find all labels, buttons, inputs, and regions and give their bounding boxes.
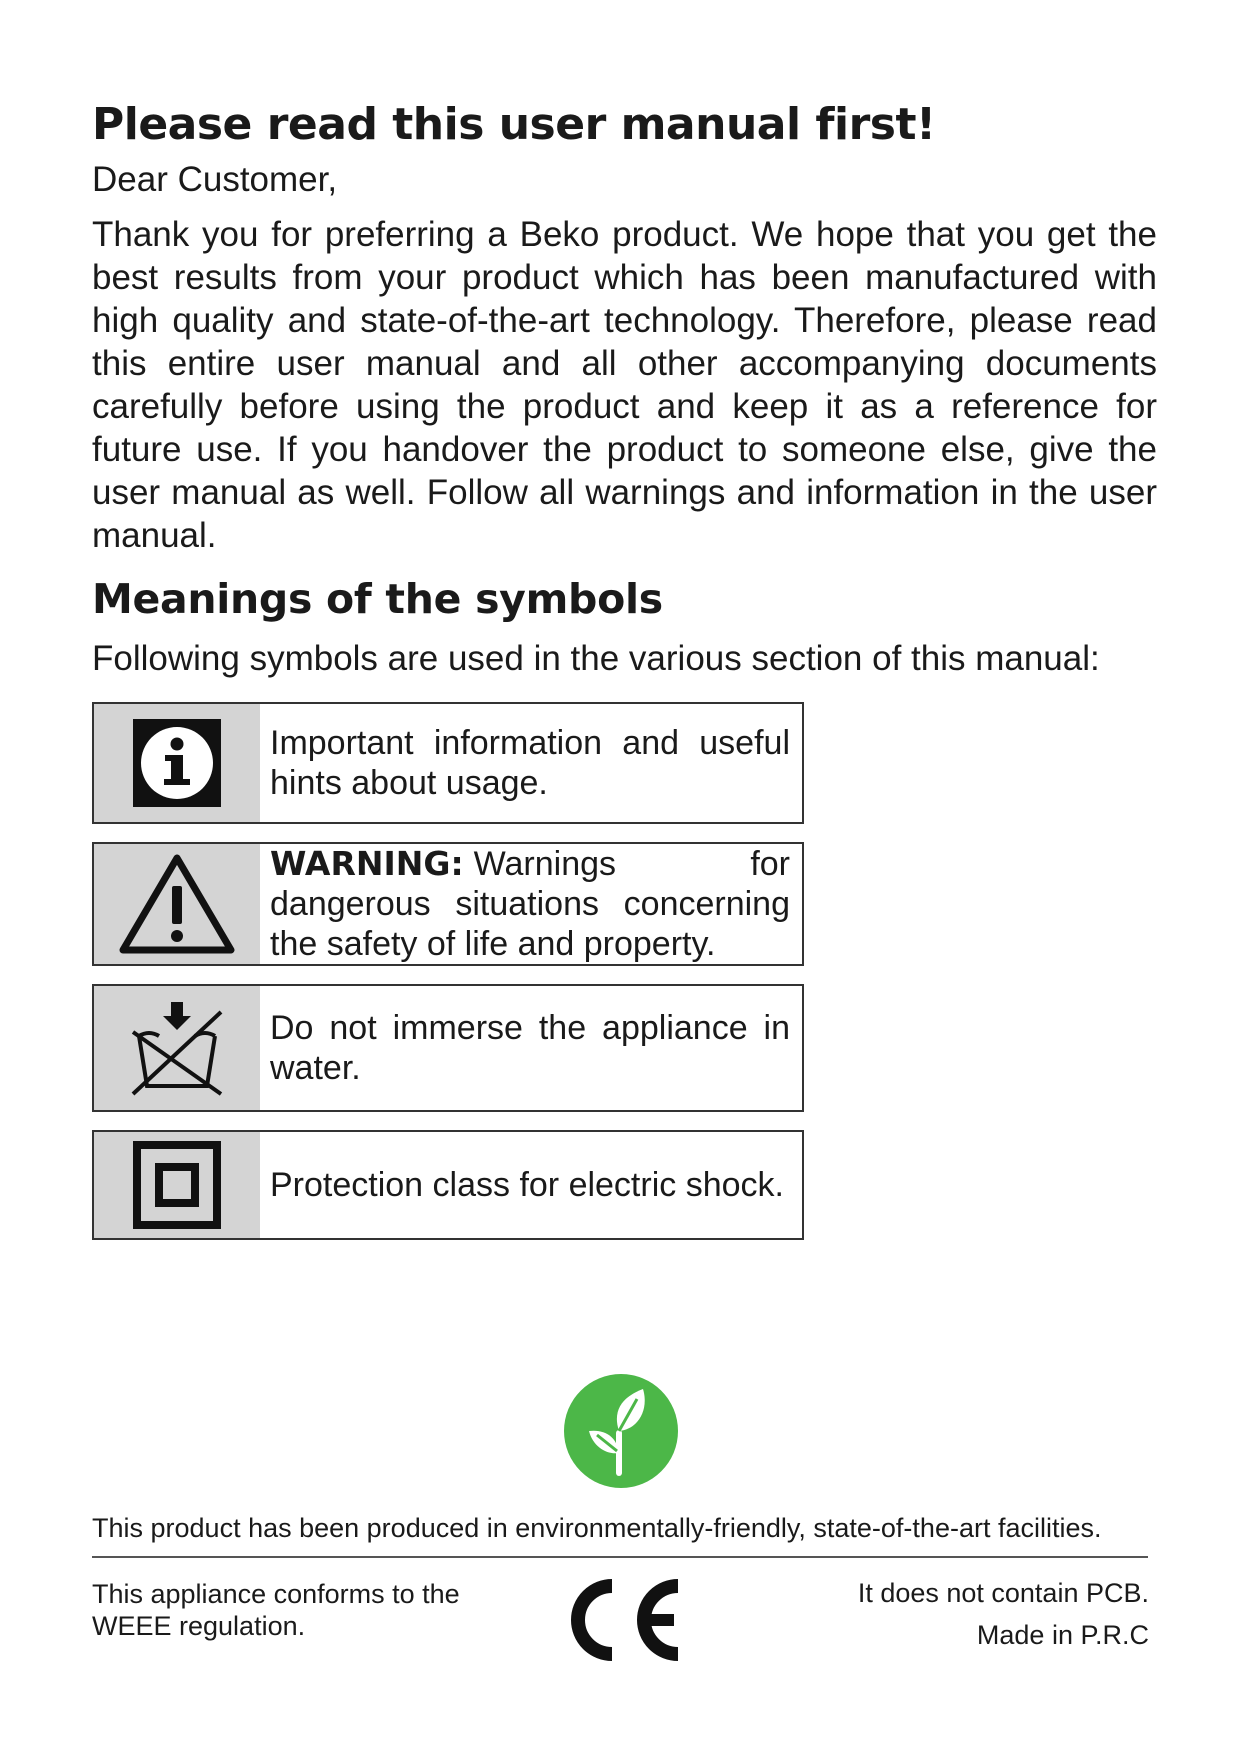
compliance-info [858, 1572, 1149, 1656]
protection-class-icon [94, 1132, 260, 1238]
no-immerse-icon [94, 986, 260, 1110]
warning-description: Warnings for dangerous situations concerning the safety of life and property. [270, 844, 790, 963]
symbol-text-info: Important information and useful hints about usage. [270, 723, 790, 802]
symbol-box-warning [92, 842, 804, 966]
warning-label: WARNING: [270, 843, 464, 883]
intro-paragraph: Thank you for preferring a Beko product. We hope that you get the best results from your product which has been manufactured with high quality and state-of-the-art technology. Therefore, please read this entire user manual and all other accompanying documents carefully before using the product and keep it as a reference for future use. If you handover the product to someone else, give the user manual as well. Follow all warnings and information in the user manual. [92, 214, 1157, 555]
eco-leaf-logo [563, 1373, 679, 1494]
warning-icon [94, 844, 260, 964]
symbols-lead: Following symbols are used in the various section of this manual: [92, 638, 1100, 678]
symbols-heading: Meanings of the symbols [92, 574, 663, 623]
page-title: Please read this user manual first! [92, 99, 936, 150]
symbols-list [92, 702, 804, 1240]
symbol-box-no-immerse [92, 984, 804, 1112]
origin-statement: Made in P.R.C [976, 1620, 1149, 1650]
manual-page [92, 100, 1157, 1258]
symbol-text-warning [260, 844, 802, 964]
ce-mark-icon [556, 1574, 686, 1671]
symbol-text-protection-class: Protection class for electric shock. [270, 1165, 784, 1204]
symbol-box-info [92, 702, 804, 824]
pcb-statement: It does not contain PCB. [857, 1578, 1149, 1608]
greeting: Dear Customer, [92, 159, 338, 199]
footer-divider [92, 1556, 1148, 1558]
weee-statement: This appliance conforms to the WEEE regulation. [92, 1579, 460, 1641]
info-icon [94, 704, 260, 822]
symbol-box-protection-class [92, 1130, 804, 1240]
symbol-text-no-immerse: Do not immerse the appliance in water. [270, 1008, 790, 1087]
eco-statement: This product has been produced in environmentally-friendly, state-of-the-art facilities. [92, 1513, 1102, 1543]
